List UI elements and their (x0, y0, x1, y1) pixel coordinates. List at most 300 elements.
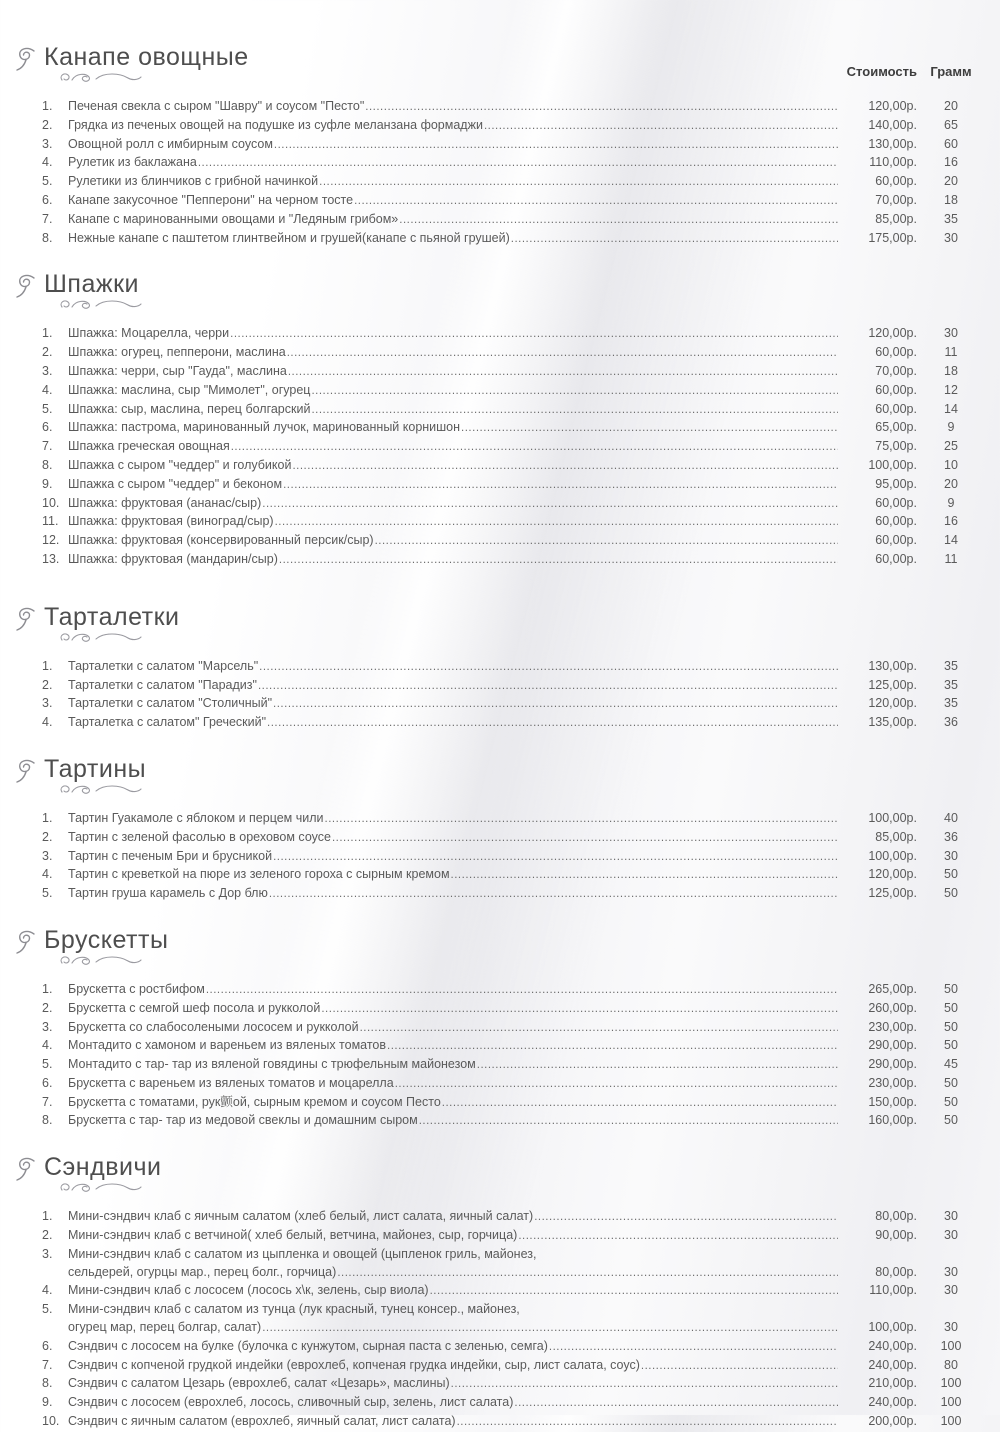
item-price: 175,00р. (868, 230, 917, 245)
dot-leader (457, 1414, 838, 1432)
item-price: 60,00р. (875, 495, 917, 510)
item-text: Шпажка: фруктовая (ананас/сыр) (68, 495, 262, 510)
item-text: Шпажка с сыром "чеддер" и беконом (68, 476, 283, 491)
item-price: 120,00р. (868, 326, 917, 341)
item-grams: 50 (944, 981, 958, 996)
item-text: Мини-сэндвич клаб с ветчиной( хлеб белый, ветчина, майонез, сыр, горчица) (68, 1228, 518, 1243)
dot-leader (484, 118, 838, 136)
flourish-icon (14, 929, 40, 955)
menu-item-row (42, 401, 985, 420)
item-grams: 16 (944, 514, 958, 529)
item-grams: 20 (944, 174, 958, 189)
menu-item-row (42, 495, 985, 514)
item-price: 85,00р. (875, 829, 917, 844)
item-grams: 20 (944, 99, 958, 113)
menu-item-row (42, 173, 985, 192)
column-header-price: Стоимость (846, 64, 917, 79)
item-grams: 14 (944, 533, 958, 548)
menu-item-row (42, 1413, 985, 1432)
item-grams: 35 (944, 211, 958, 226)
menu-section (14, 756, 985, 904)
dot-leader (321, 1001, 838, 1019)
item-grams: 100 (940, 1395, 962, 1410)
item-grams: 30 (944, 1209, 958, 1224)
dot-leader (262, 496, 838, 514)
dot-leader (273, 696, 838, 714)
flourish-icon (14, 273, 40, 299)
item-text: Тарталетки с салатом "Марсель" (68, 658, 259, 673)
item-text: Нежные канапе с паштетом глинтвейном и грушей(канапе с пьяной грушей) (68, 230, 510, 245)
item-text: Шпажка с сыром "чеддер" и голубикой (68, 457, 292, 472)
item-grams: 50 (944, 1000, 958, 1015)
menu-section (14, 44, 985, 248)
section-title: Тарталетки (44, 602, 180, 631)
item-grams: 30 (944, 326, 958, 341)
item-grams: 50 (944, 1113, 958, 1128)
section-title: Тартины (44, 754, 147, 783)
item-price: 90,00р. (875, 1228, 917, 1243)
item-grams: 40 (944, 810, 958, 825)
item-grams: 100 (940, 1338, 962, 1353)
dot-leader (534, 1209, 838, 1227)
item-text: Канапе с маринованными овощами и "Ледяным грибом» (68, 211, 399, 226)
menu-item-row (42, 714, 985, 733)
item-grams: 30 (944, 1283, 958, 1298)
item-price: 60,00р. (875, 174, 917, 189)
item-number: 5. (42, 1302, 53, 1317)
dot-leader (365, 99, 838, 117)
dot-leader (518, 1228, 838, 1246)
item-grams: 25 (944, 439, 958, 454)
item-text: Сэндвич с лососем на булке (булочка с кунжутом, сырная паста с зеленью, семга) (68, 1338, 548, 1353)
item-text: Печеная свекла с сыром "Шавру" и соусом "Песто" (68, 99, 365, 113)
item-text: Шпажка: фруктовая (консервированный персик/сыр) (68, 533, 374, 548)
item-grams: 14 (944, 401, 958, 416)
item-text: Тартин с печеным Бри и брусникой (68, 848, 273, 863)
item-text: Тартин с креветкой на пюре из зеленого гороха с сырным кремом (68, 867, 450, 882)
ornament-icon (58, 298, 144, 312)
item-price: 60,00р. (875, 401, 917, 416)
menu-item-row (42, 98, 985, 117)
item-grams: 80 (944, 1357, 958, 1372)
item-text: Рулетик из баклажана (68, 155, 197, 170)
item-price: 265,00р. (868, 981, 917, 996)
flourish-icon (14, 46, 40, 72)
item-price: 230,00р. (868, 1019, 917, 1034)
item-number: 2. (42, 677, 53, 692)
menu-item-row (42, 981, 985, 1000)
section-items (14, 981, 985, 1131)
item-grams: 50 (944, 1019, 958, 1034)
item-number: 1. (42, 326, 53, 341)
section-title: Сэндвичи (44, 1153, 162, 1182)
menu-sections (14, 44, 985, 1432)
item-text: Мини-сэндвич клаб с салатом из цыпленка и овощей (цыпленок гриль, майонез, (68, 1246, 537, 1261)
item-text: Шпажка: маслина, сыр "Мимолет", огурец (68, 382, 311, 397)
dot-leader (231, 439, 838, 457)
menu-section (14, 271, 985, 569)
item-price: 60,00р. (875, 533, 917, 548)
item-grams: 36 (944, 715, 958, 730)
item-price: 135,00р. (868, 715, 917, 730)
item-grams: 100 (940, 1376, 962, 1391)
item-text: сельдерей, огурцы мар., перец болг., горчица) (68, 1264, 337, 1279)
item-grams: 16 (944, 155, 958, 170)
dot-leader (262, 1320, 838, 1338)
dot-leader (477, 1057, 838, 1075)
item-text: Шпажка: черри, сыр "Гауда", маслина (68, 363, 287, 378)
item-number: 4. (42, 1283, 53, 1298)
dot-leader (442, 1095, 838, 1113)
item-text: Тартин Гуакамоле с яблоком и перцем чили (68, 810, 324, 825)
item-number: 7. (42, 1094, 53, 1109)
item-price: 200,00р. (868, 1414, 917, 1429)
item-number: 9. (42, 1395, 53, 1410)
menu-item-row (42, 211, 985, 230)
item-number: 6. (42, 192, 53, 207)
item-number: 2. (42, 1000, 53, 1015)
item-text: Тартин с зеленой фасолью в ореховом соусе (68, 829, 331, 844)
item-grams: 30 (944, 1264, 958, 1279)
dot-leader (269, 886, 838, 904)
item-number: 4. (42, 382, 53, 397)
item-text: Тарталетки с салатом "Парадиз" (68, 677, 257, 692)
dot-leader (311, 402, 838, 420)
item-number: 4. (42, 715, 53, 730)
item-number: 3. (42, 1019, 53, 1034)
dot-leader (198, 155, 838, 173)
menu-item-row (42, 1019, 985, 1038)
menu-item-row (42, 1112, 985, 1131)
dot-leader (511, 231, 838, 249)
item-price: 240,00р. (868, 1395, 917, 1410)
dot-leader (287, 345, 838, 363)
item-price: 60,00р. (875, 551, 917, 566)
menu-item-row (42, 1338, 985, 1357)
item-number: 2. (42, 117, 53, 132)
menu-item-row (42, 382, 985, 401)
item-text: Брускетта с семгой шеф посола и рукколой (68, 1000, 321, 1015)
item-grams: 35 (944, 658, 958, 673)
item-text: Рулетики из блинчиков с грибной начинкой (68, 174, 319, 189)
flourish-icon (14, 606, 40, 632)
item-price: 160,00р. (868, 1113, 917, 1128)
item-number: 6. (42, 1075, 53, 1090)
item-text: Шпажка греческая овощная (68, 439, 230, 454)
item-price: 70,00р. (875, 363, 917, 378)
item-number: 8. (42, 230, 53, 245)
dot-leader (311, 383, 838, 401)
item-price: 60,00р. (875, 382, 917, 397)
item-number: 8. (42, 1113, 53, 1128)
item-grams: 35 (944, 677, 958, 692)
item-price: 100,00р. (868, 810, 917, 825)
section-items (14, 98, 985, 248)
item-grams: 36 (944, 829, 958, 844)
item-price: 230,00р. (868, 1075, 917, 1090)
menu-item-row (42, 551, 985, 570)
item-grams: 11 (944, 551, 958, 566)
menu-item-row (42, 154, 985, 173)
item-text: Брускетта с вареньем из вяленых томатов и моцарелла (68, 1075, 394, 1090)
item-text: Шпажка: пастрома, маринованный лучок, маринованный корнишон (68, 420, 461, 435)
item-price: 125,00р. (868, 677, 917, 692)
item-price: 290,00р. (868, 1038, 917, 1053)
item-text: Мини-сэндвич клаб с салатом из тунца (лук красный, тунец консер., майонез, (68, 1302, 520, 1317)
menu-item-row (42, 1282, 985, 1301)
section-header (14, 756, 985, 797)
dot-leader (451, 867, 838, 885)
item-grams: 9 (947, 495, 955, 510)
item-grams: 50 (944, 1094, 958, 1109)
item-text: Шпажка: фруктовая (виноград/сыр) (68, 514, 274, 529)
item-number: 5. (42, 174, 53, 189)
item-price: 110,00р. (869, 1283, 917, 1298)
menu-item-row (42, 325, 985, 344)
dot-leader (430, 1283, 838, 1301)
item-grams: 50 (944, 886, 958, 901)
dot-leader (230, 326, 838, 344)
menu-item-row (42, 1357, 985, 1376)
ornament-icon (58, 954, 144, 968)
menu-item-row (42, 866, 985, 885)
item-price: 65,00р. (875, 420, 917, 435)
item-text: Шпажка: Моцарелла, черри (68, 326, 230, 341)
dot-leader (273, 849, 838, 867)
item-text: Тарталетки с салатом "Столичный" (68, 696, 273, 711)
item-number: 1. (42, 1209, 53, 1224)
item-price: 210,00р. (868, 1376, 917, 1391)
item-price: 70,00р. (875, 192, 917, 207)
item-price: 240,00р. (868, 1357, 917, 1372)
menu-item-row (42, 476, 985, 495)
ornament-icon (58, 1181, 144, 1195)
menu-item-row (42, 695, 985, 714)
item-price: 120,00р. (868, 696, 917, 711)
item-number: 5. (42, 886, 53, 901)
item-grams: 30 (944, 1228, 958, 1243)
section-title: Шпажки (44, 270, 139, 299)
item-text: Шпажка: сыр, маслина, перец болгарский (68, 401, 311, 416)
menu-section (14, 604, 985, 733)
item-number: 11. (42, 514, 59, 529)
item-grams: 50 (944, 1075, 958, 1090)
item-text: Мини-сэндвич клаб с лососем (лосось х\к, зелень, сыр виола) (68, 1283, 429, 1298)
menu-section (14, 1154, 985, 1432)
item-number: 2. (42, 345, 53, 360)
dot-leader (354, 193, 838, 211)
menu-item-row (42, 457, 985, 476)
menu-item-row (42, 1056, 985, 1075)
menu-item-row (42, 1301, 985, 1319)
item-number: 7. (42, 439, 53, 454)
dot-leader (641, 1358, 838, 1376)
item-number: 2. (42, 1228, 53, 1243)
dot-leader (206, 982, 838, 1000)
menu-section (14, 927, 985, 1131)
dot-leader (387, 1038, 838, 1056)
item-number: 3. (42, 1246, 53, 1261)
dot-leader (274, 137, 838, 155)
menu-item-row (42, 1075, 985, 1094)
item-grams: 35 (944, 696, 958, 711)
dot-leader (325, 811, 838, 829)
item-number: 3. (42, 363, 53, 378)
item-price: 80,00р. (875, 1264, 917, 1279)
item-grams: 11 (944, 345, 958, 360)
menu-item-row (42, 438, 985, 457)
ornament-icon (58, 631, 144, 645)
dot-leader (279, 552, 838, 570)
item-number: 12. (42, 533, 60, 548)
item-price: 125,00р. (868, 886, 917, 901)
item-price: 290,00р. (868, 1057, 917, 1072)
item-text: Сэндвич с копченой грудкой индейки (еврохлеб, копченая грудка индейки, сыр, лист салата, соус) (68, 1357, 640, 1372)
item-number: 7. (42, 211, 53, 226)
item-number: 1. (42, 99, 53, 113)
item-text: Брускетта с томатами, рук颤ой, сырным кремом и соусом Песто (68, 1094, 441, 1109)
item-price: 240,00р. (868, 1338, 917, 1353)
item-text: Тартин груша карамель с Дор блю (68, 886, 268, 901)
menu-item-row (42, 230, 985, 249)
item-text: Шпажка: огурец, пепперони, маслина (68, 345, 286, 360)
menu-item-row (42, 1394, 985, 1413)
menu-item-row (42, 363, 985, 382)
item-text: Тарталетка с салатом" Греческий" (68, 715, 267, 730)
dot-leader (258, 678, 838, 696)
dot-leader (337, 1265, 838, 1283)
item-text: Брускетта с ростбифом (68, 981, 205, 996)
menu-item-row (42, 810, 985, 829)
item-price: 260,00р. (868, 1000, 917, 1015)
column-header-grams: Грамм (930, 64, 972, 79)
item-number: 10. (42, 495, 60, 510)
menu-item-row-continuation (42, 1264, 985, 1283)
menu-item-row (42, 1037, 985, 1056)
item-grams: 60 (944, 136, 958, 151)
item-grams: 45 (944, 1057, 958, 1072)
menu-item-row (42, 1246, 985, 1264)
flourish-icon (14, 1156, 40, 1182)
item-price: 100,00р. (868, 848, 917, 863)
menu-item-row (42, 192, 985, 211)
item-grams: 10 (944, 457, 958, 472)
item-grams: 65 (944, 117, 958, 132)
item-number: 3. (42, 696, 53, 711)
item-text: Канапе закусочное "Пепперони" на черном тосте (68, 192, 354, 207)
item-text: Шпажка: фруктовая (мандарин/сыр) (68, 551, 278, 566)
item-number: 4. (42, 1038, 53, 1053)
dot-leader (549, 1339, 838, 1357)
item-number: 1. (42, 981, 53, 996)
menu-item-row (42, 419, 985, 438)
section-header (14, 44, 985, 85)
item-price: 75,00р. (875, 439, 917, 454)
menu-item-row (42, 1227, 985, 1246)
section-header (14, 271, 985, 312)
section-header (14, 927, 985, 968)
menu-item-row (42, 117, 985, 136)
item-grams: 30 (944, 1320, 958, 1335)
dot-leader (395, 1076, 838, 1094)
item-grams: 30 (944, 848, 958, 863)
dot-leader (399, 212, 838, 230)
item-grams: 100 (940, 1414, 962, 1429)
item-number: 3. (42, 848, 53, 863)
ornament-icon (58, 783, 144, 797)
item-text: Овощной ролл с имбирным соусом (68, 136, 273, 151)
item-text: Монтадито с хамоном и вареньем из вяленых томатов (68, 1038, 387, 1053)
item-number: 5. (42, 1057, 53, 1072)
item-price: 150,00р. (868, 1094, 917, 1109)
section-items (14, 810, 985, 904)
item-grams: 20 (944, 476, 958, 491)
item-number: 6. (42, 420, 53, 435)
menu-item-row (42, 1094, 985, 1113)
dot-leader (360, 1020, 838, 1038)
item-text: Сэндвич с салатом Цезарь (еврохлеб, салат «Цезарь», маслины) (68, 1376, 450, 1391)
dot-leader (375, 533, 838, 551)
item-number: 6. (42, 1338, 53, 1353)
menu-item-row (42, 829, 985, 848)
item-text: Грядка из печеных овощей на подушке из суфле меланзана формаджи (68, 117, 483, 132)
item-number: 7. (42, 1357, 53, 1372)
menu-item-row (42, 136, 985, 155)
section-header (14, 1154, 985, 1195)
dot-leader (451, 1376, 838, 1394)
item-number: 13. (42, 551, 60, 566)
item-text: Сэндвич с лососем (еврохлеб, лосось, сливочный сыр, зелень, лист салата) (68, 1395, 514, 1410)
dot-leader (419, 1113, 838, 1131)
dot-leader (461, 420, 838, 438)
section-items (14, 1208, 985, 1432)
item-price: 120,00р. (868, 867, 917, 882)
item-text: Монтадито с тар- тар из вяленой говядины с трюфельным майонезом (68, 1057, 476, 1072)
menu-item-row (42, 848, 985, 867)
item-price: 60,00р. (875, 514, 917, 529)
item-text: Сэндвич с яичным салатом (еврохлеб, яичный салат, лист салата) (68, 1414, 456, 1429)
item-text: Брускетта с тар- тар из медовой свеклы и домашним сыром (68, 1113, 418, 1128)
menu-item-row (42, 1375, 985, 1394)
section-title: Брускетты (44, 925, 169, 954)
item-price: 100,00р. (868, 457, 917, 472)
item-price: 110,00р. (869, 155, 917, 170)
item-price: 80,00р. (875, 1209, 917, 1224)
item-price: 120,00р. (868, 99, 917, 113)
item-price: 100,00р. (868, 1320, 917, 1335)
item-number: 2. (42, 829, 53, 844)
item-grams: 30 (944, 230, 958, 245)
dot-leader (275, 514, 838, 532)
item-number: 9. (42, 476, 53, 491)
item-grams: 18 (944, 363, 958, 378)
menu-item-row (42, 513, 985, 532)
dot-leader (267, 715, 838, 733)
item-price: 85,00р. (875, 211, 917, 226)
section-header (14, 604, 985, 645)
item-number: 3. (42, 136, 53, 151)
section-title: Канапе овощные (44, 43, 249, 71)
item-number: 10. (42, 1414, 60, 1429)
item-text: Брускетта со слабосолеными лососем и рукколой (68, 1019, 359, 1034)
item-number: 1. (42, 810, 53, 825)
section-items (14, 658, 985, 733)
item-price: 140,00р. (868, 117, 917, 132)
menu-item-row (42, 677, 985, 696)
item-grams: 9 (947, 420, 955, 435)
menu-item-row (42, 658, 985, 677)
item-grams: 50 (944, 867, 958, 882)
